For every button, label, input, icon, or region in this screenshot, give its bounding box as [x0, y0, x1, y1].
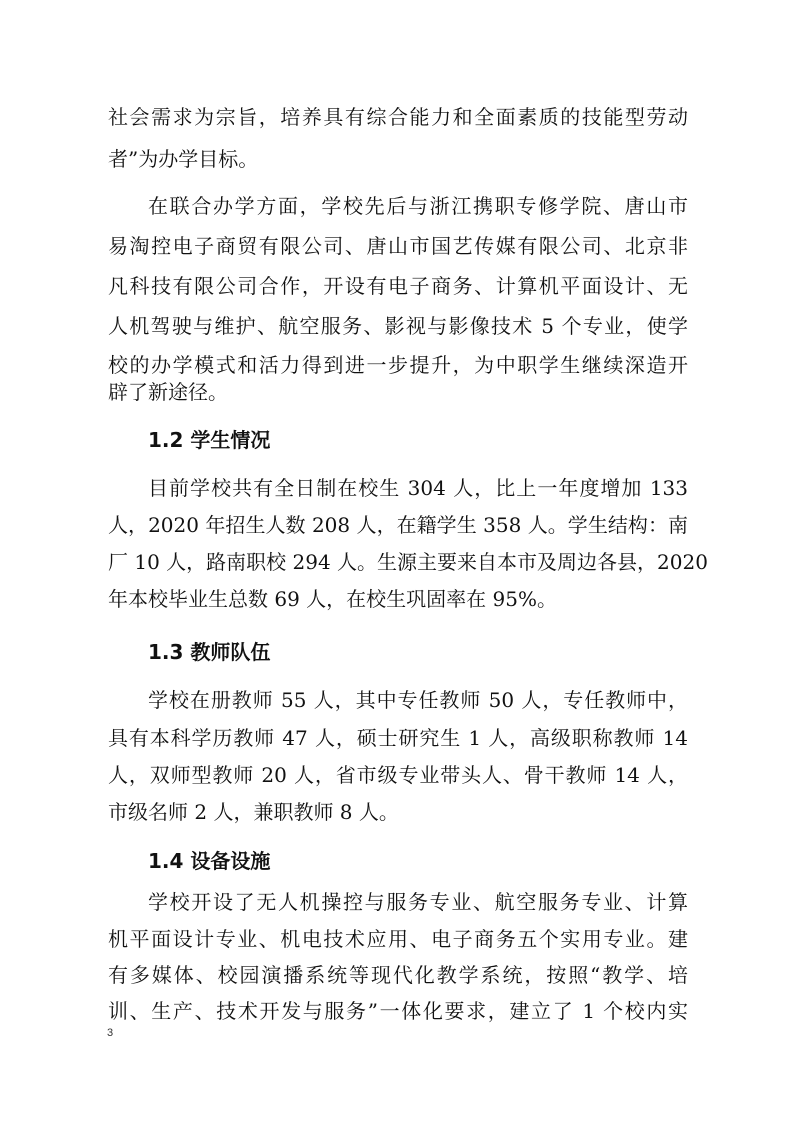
paragraph-1-line-1: 社会需求为宗旨，培养具有综合能力和全面素质的技能型劳动: [108, 105, 688, 129]
paragraph-2-line-3: 凡科技有限公司合作，开设有电子商务、计算机平面设计、无: [108, 274, 688, 298]
paragraph-5-line-4: 训、生产、技术开发与服务”一体化要求，建立了 1 个校内实: [108, 999, 688, 1023]
paragraph-2-line-6: 辟了新途径。: [108, 380, 228, 404]
paragraph-3-line-1: 目前学校共有全日制在校生 304 人，比上一年度增加 133: [148, 476, 688, 500]
paragraph-4-line-2: 具有本科学历教师 47 人，硕士研究生 1 人，高级职称教师 14: [108, 726, 688, 750]
paragraph-5-line-2: 机平面设计专业、机电技术应用、电子商务五个实用专业。建: [108, 927, 688, 951]
paragraph-2-line-5: 校的办学模式和活力得到进一步提升，为中职学生继续深造开: [108, 353, 688, 377]
paragraph-4-line-3: 人，双师型教师 20 人，省市级专业带头人、骨干教师 14 人，: [108, 763, 688, 787]
paragraph-4-line-1: 学校在册教师 55 人，其中专任教师 50 人，专任教师中，: [148, 688, 688, 712]
section-heading-facilities: 1.4 设备设施: [148, 849, 271, 873]
paragraph-3-line-2: 人，2020 年招生人数 208 人，在籍学生 358 人。学生结构：南: [108, 513, 688, 537]
section-heading-teachers: 1.3 教师队伍: [148, 640, 271, 664]
paragraph-5-line-3: 有多媒体、校园演播系统等现代化教学系统，按照“教学、培: [108, 963, 688, 987]
paragraph-2-line-4: 人机驾驶与维护、航空服务、影视与影像技术 5 个专业，使学: [108, 314, 688, 338]
paragraph-2-line-2: 易淘控电子商贸有限公司、唐山市国艺传媒有限公司、北京非: [108, 234, 688, 258]
section-heading-students: 1.2 学生情况: [148, 428, 271, 452]
paragraph-4-line-4: 市级名师 2 人，兼职教师 8 人。: [108, 800, 399, 824]
paragraph-3-line-3: 厂 10 人，路南职校 294 人。生源主要来自本市及周边各县，2020: [108, 550, 708, 574]
paragraph-5-line-1: 学校开设了无人机操控与服务专业、航空服务专业、计算: [148, 890, 688, 914]
paragraph-2-line-1: 在联合办学方面，学校先后与浙江携职专修学院、唐山市: [148, 194, 688, 218]
paragraph-1-line-2: 者”为办学目标。: [108, 147, 259, 171]
paragraph-3-line-4: 年本校毕业生总数 69 人，在校生巩固率在 95%。: [108, 587, 557, 611]
page-number: 3: [107, 1027, 114, 1039]
